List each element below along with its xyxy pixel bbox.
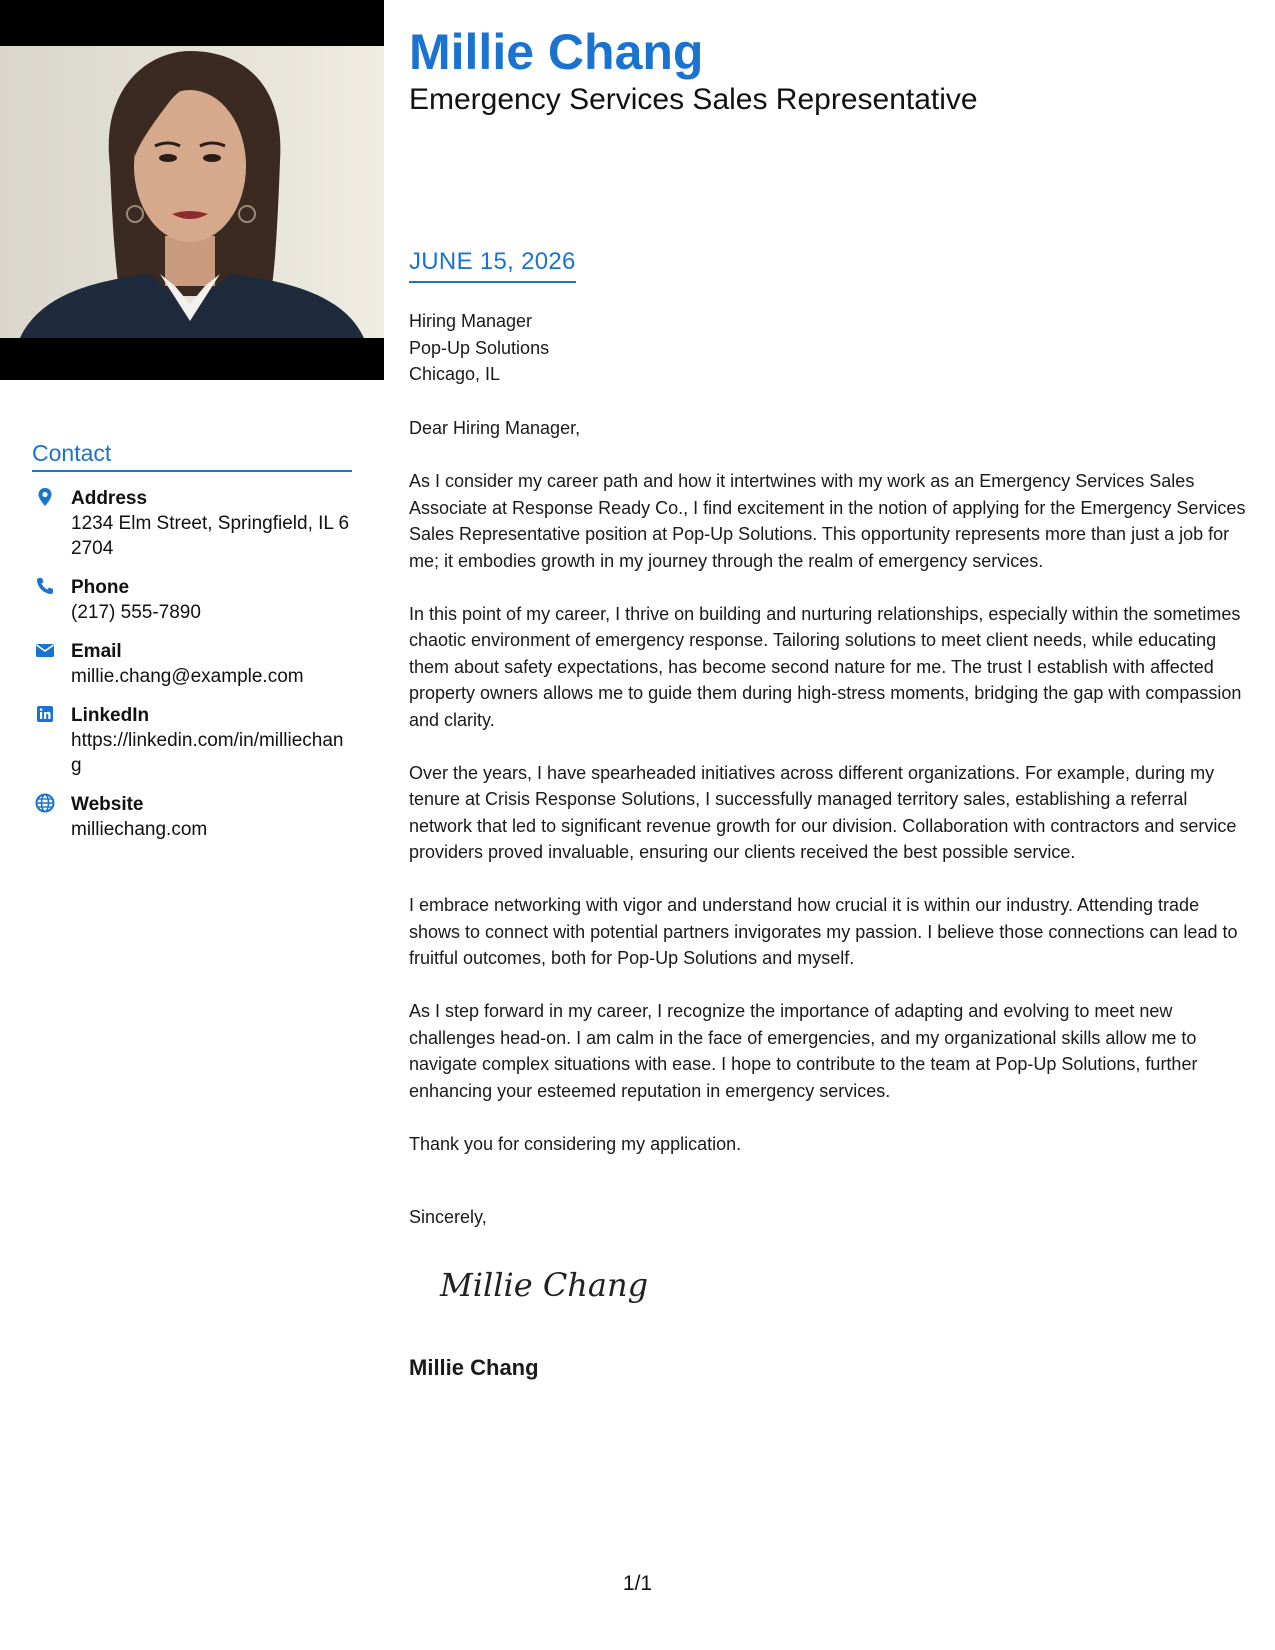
email-value[interactable]: millie.chang@example.com <box>71 666 304 687</box>
envelope-icon <box>35 640 55 660</box>
signer-name: Millie Chang <box>409 1355 539 1380</box>
body-paragraph: In this point of my career, I thrive on building and nurturing relationships, especially within the sometimes chaotic environment of emergency response. Tailoring solutions to meet client needs, while educating them about safety expectations, has become second nature for me. The trust I establish with affected property owners allows me to guide them during high-stress moments, bridging the gap with compassion and clarity. <box>409 603 1242 730</box>
linkedin-icon <box>35 704 55 724</box>
contact-item-email <box>32 639 352 689</box>
header <box>409 22 1249 118</box>
body-paragraph: As I consider my career path and how it intertwines with my work as an Emergency Services Sales Associate at Response Ready Co., I find excitement in the notion of applying for the Emergency Services Sales Representative position at Pop-Up Solutions. This opportunity represents more than just a job for me; it embodies growth in my journey through the realm of emergency services. <box>409 471 1246 571</box>
contact-item-website <box>32 792 352 842</box>
contact-label: Address <box>71 488 148 509</box>
letter-date: JUNE 15, 2026 <box>409 248 576 283</box>
job-title: Emergency Services Sales Representative <box>409 83 978 116</box>
globe-icon <box>35 793 55 813</box>
contact-item-phone <box>32 575 352 625</box>
phone-value[interactable]: (217) 555-7890 <box>71 602 201 623</box>
page-number: 1/1 <box>622 1572 653 1595</box>
contact-label: Phone <box>71 577 130 598</box>
recipient-line: Pop-Up Solutions <box>409 337 550 358</box>
salutation: Dear Hiring Manager, <box>409 418 581 438</box>
body-paragraph: As I step forward in my career, I recognize the importance of adapting and evolving to meet new challenges head-on. I am calm in the face of emergencies, and my organizational skills allow me to navigate complex situations with ease. I hope to contribute to the team at Pop-Up Solutions, further enhancing your esteemed reputation in emergency services. <box>409 1001 1198 1101</box>
website-value[interactable]: milliechang.com <box>71 819 208 840</box>
photo-frame <box>0 0 384 380</box>
contact-heading: Contact <box>32 440 352 472</box>
contact-label: Website <box>71 794 144 815</box>
body-paragraph: Over the years, I have spearheaded initiatives across different organizations. For example, during my tenure at Crisis Response Solutions, I successfully managed territory sales, establishing a referral network that led to significant revenue growth for our division. Collaboration with contractors and service providers proved invaluable, ensuring our clients received the best possible service. <box>409 762 1237 862</box>
address-value: 1234 Elm Street, Springfield, IL 62704 <box>71 513 350 559</box>
body-paragraph: Thank you for considering my application. <box>409 1133 742 1154</box>
location-pin-icon <box>35 487 55 507</box>
contact-item-address <box>32 486 352 561</box>
profile-photo <box>0 46 384 338</box>
signature-text: Millie Chang <box>440 1266 649 1304</box>
linkedin-value[interactable]: https://linkedin.com/in/milliechang <box>71 730 344 776</box>
contact-item-linkedin <box>32 703 352 778</box>
recipient-line: Chicago, IL <box>409 364 501 384</box>
contact-label: LinkedIn <box>71 705 150 726</box>
contact-section <box>32 440 352 856</box>
phone-icon <box>35 576 55 596</box>
contact-label: Email <box>71 641 122 662</box>
letter-body <box>409 415 1249 1184</box>
body-paragraph: I embrace networking with vigor and understand how crucial it is within our industry. Attending trade shows to connect with potential partners invigorates my passion. I believe those connections can lead to fruitful outcomes, both for Pop-Up Solutions and myself. <box>409 895 1238 968</box>
closing: Sincerely, <box>409 1207 487 1227</box>
recipient-block <box>409 308 549 388</box>
recipient-line: Hiring Manager <box>409 311 533 331</box>
applicant-name: Millie Chang <box>409 24 704 80</box>
signature-image <box>436 1256 656 1312</box>
